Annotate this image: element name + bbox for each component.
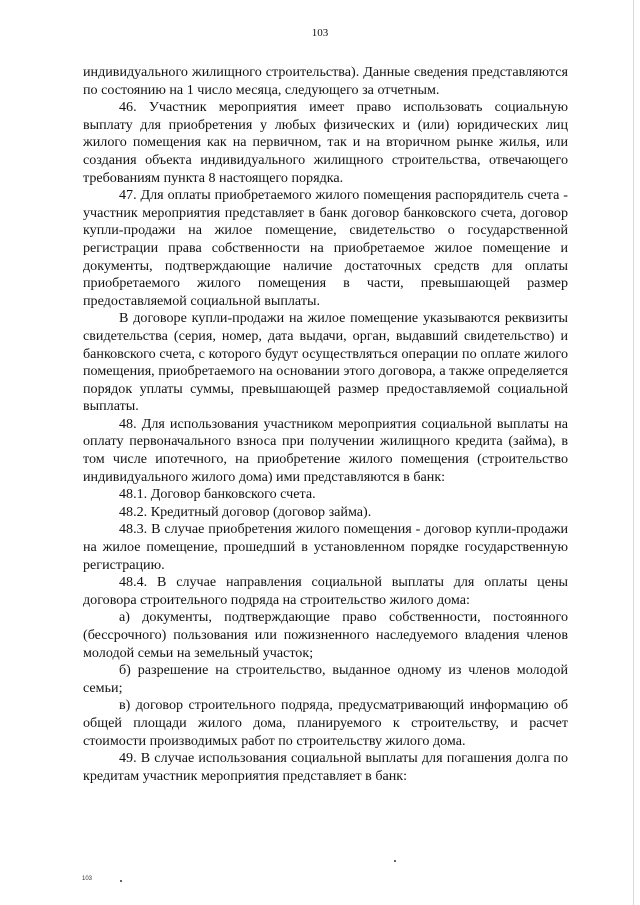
- paragraph-48-4: 48.4. В случае направления социальной выплаты для оплаты цены договора строительного подряда на строительство жилого дома:: [83, 574, 568, 608]
- footer-page-mark: 103: [82, 876, 93, 882]
- paragraph-continuation: индивидуального жилищного строительства). Данные сведения представляются по состоянию на 1 число месяца, следующего за отчетным.: [83, 64, 568, 98]
- paragraph-49: 49. В случае использования социальной выплаты для погашения долга по кредитам участник мероприятия представляет в банк:: [83, 750, 568, 784]
- paragraph-48-4-v: в) договор строительного подряда, предусматривающий информацию об общей площади жилого дома, планируемого к строительству, и расчет стоимости производимых работ по строительству жилого дома.: [83, 697, 568, 749]
- paragraph-48: 48. Для использования участником мероприятия социальной выплаты на оплату первоначального взноса при получении жилищного кредита (займа), в том числе ипотечного, на приобретение жилого помещения (строительство индивидуального жилого дома) ими представляются в банк:: [83, 415, 568, 485]
- paragraph-48-4-b: б) разрешение на строительство, выданное одному из членов молодой семьи;: [83, 662, 568, 696]
- paragraph-48-2: 48.2. Кредитный договор (договор займа).: [119, 503, 372, 520]
- paragraph-48-3: 48.3. В случае приобретения жилого помещения - договор купли-продажи на жилое помещение, прошедший в установленном порядке государственную регистрацию.: [83, 521, 568, 573]
- document-body: [83, 64, 568, 785]
- paragraph-48-1: 48.1. Договор банковского счета.: [119, 486, 316, 503]
- scan-speck: [120, 880, 122, 882]
- page-number: 103: [311, 27, 329, 39]
- paragraph-46: 46. Участник мероприятия имеет право использовать социальную выплату для приобретения у любых физических и (или) юридических лиц жилого помещения как на первичном, так и на вторичном рынке жилья, или создания объекта индивидуального жилищного строительства, отвечающего требованиям пункта 8 настоящего порядка.: [83, 99, 568, 186]
- paragraph-48-4-a: а) документы, подтверждающие право собственности, постоянного (бессрочного) пользования или пожизненного наследуемого владения членов молодой семьи на земельный участок;: [83, 609, 568, 661]
- paragraph-47-contract: В договоре купли-продажи на жилое помещение указываются реквизиты свидетельства (серия, номер, дата выдачи, орган, выдавший свидетельство) и банковского счета, с которого будут осуществляться операции по оплате жилого помещения, приобретаемого на основании этого договора, а также определяется порядок уплаты суммы, превышающей размер предоставляемой социальной выплаты.: [83, 310, 568, 415]
- page-edge: [633, 0, 634, 905]
- scan-speck: [394, 860, 396, 862]
- paragraph-47: 47. Для оплаты приобретаемого жилого помещения распорядитель счета - участник мероприятия представляет в банк договор банковского счета, договор купли-продажи на жилое помещение, свидетельство о государственной регистрации права собственности на приобретаемое жилое помещение и документы, подтверждающие наличие достаточных средств для оплаты приобретаемого жилого помещения в части, превышающей размер предоставляемой социальной выплаты.: [83, 187, 568, 309]
